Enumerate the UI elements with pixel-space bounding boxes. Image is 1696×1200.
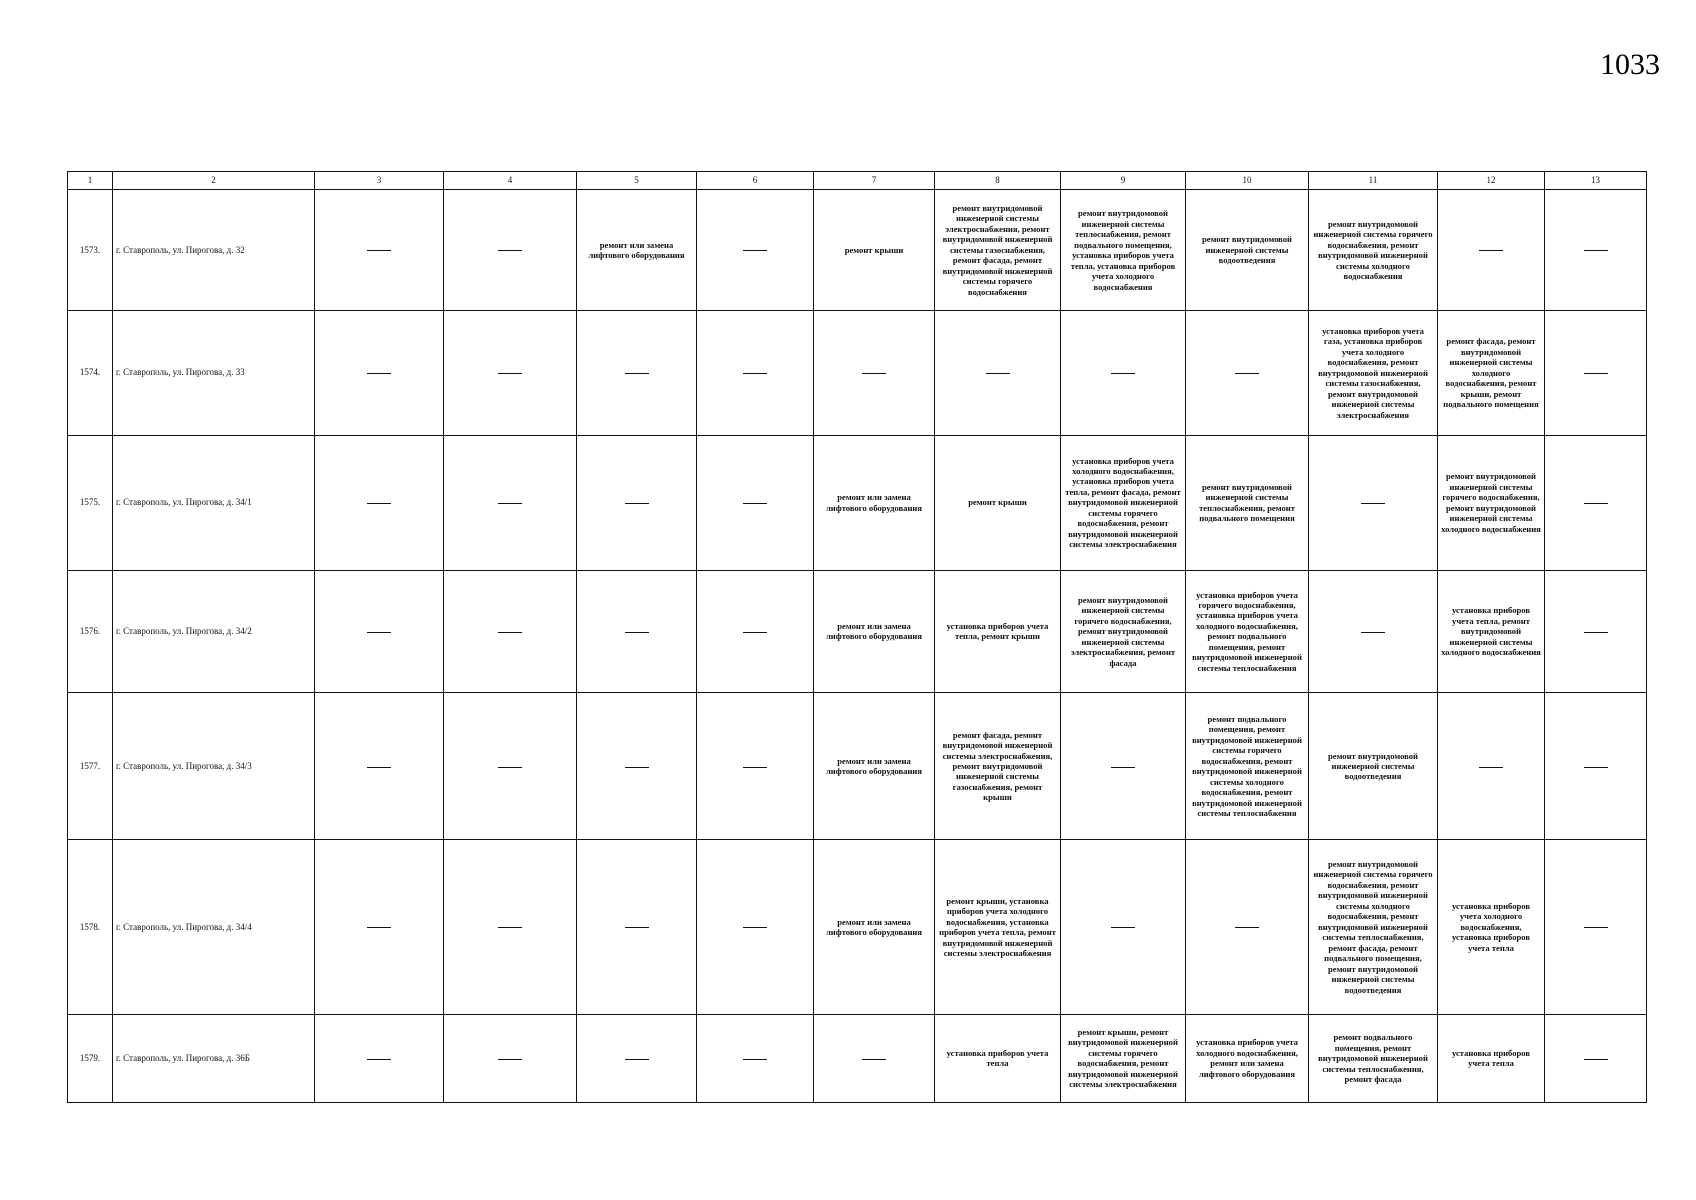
empty-cell-dash <box>1545 1014 1647 1102</box>
address-cell: г. Ставрополь, ул. Пирогова, д. 36Б <box>113 1014 315 1102</box>
row-number-cell: 1579. <box>68 1014 113 1102</box>
empty-cell-dash <box>577 840 697 1014</box>
empty-cell-dash <box>1438 190 1545 311</box>
empty-cell-dash <box>1061 311 1186 435</box>
column-number-cell: 10 <box>1186 172 1309 190</box>
work-description-cell: установка приборов учета тепла <box>935 1014 1061 1102</box>
dash-mark <box>367 927 391 928</box>
address-cell: г. Ставрополь, ул. Пирогова, д. 34/4 <box>113 840 315 1014</box>
empty-cell-dash <box>814 311 935 435</box>
dash-mark <box>743 767 767 768</box>
work-description-cell: ремонт внутридомовой инженерной системы горячего водоснабжения, ремонт внутридомовой инженерной системы электроснабжения, ремонт фасада <box>1061 570 1186 692</box>
column-number-cell: 12 <box>1438 172 1545 190</box>
row-number-cell: 1577. <box>68 693 113 840</box>
work-description-cell: ремонт или замена лифтового оборудования <box>814 435 935 570</box>
work-description-cell: ремонт крыши, ремонт внутридомовой инженерной системы горячего водоснабжения, ремонт внутридомовой инженерной системы электроснабжения <box>1061 1014 1186 1102</box>
column-number-cell: 3 <box>315 172 444 190</box>
dash-mark <box>498 767 522 768</box>
empty-cell-dash <box>315 435 444 570</box>
address-cell: г. Ставрополь, ул. Пирогова, д. 34/3 <box>113 693 315 840</box>
empty-cell-dash <box>444 435 577 570</box>
dash-mark <box>1584 767 1608 768</box>
dash-mark <box>862 1059 886 1060</box>
empty-cell-dash <box>1061 840 1186 1014</box>
work-description-cell: ремонт крыши <box>814 190 935 311</box>
dash-mark <box>986 373 1010 374</box>
dash-mark <box>625 1059 649 1060</box>
work-description-cell: ремонт или замена лифтового оборудования <box>577 190 697 311</box>
work-description-cell: ремонт или замена лифтового оборудования <box>814 570 935 692</box>
dash-mark <box>743 632 767 633</box>
work-description-cell: установка приборов учета тепла, ремонт крыши <box>935 570 1061 692</box>
empty-cell-dash <box>1438 693 1545 840</box>
dash-mark <box>1584 373 1608 374</box>
dash-mark <box>625 632 649 633</box>
dash-mark <box>1111 927 1135 928</box>
dash-mark <box>1361 632 1385 633</box>
row-number-cell: 1573. <box>68 190 113 311</box>
work-description-cell: установка приборов учета горячего водоснабжения, установка приборов учета холодного водоснабжения, ремонт подвального помещения, ремонт внутридомовой инженерной системы теплоснабжения <box>1186 570 1309 692</box>
work-description-cell: ремонт внутридомовой инженерной системы горячего водоснабжения, ремонт внутридомовой инженерной системы холодного водоснабжения <box>1309 190 1438 311</box>
empty-cell-dash <box>1545 570 1647 692</box>
empty-cell-dash <box>444 1014 577 1102</box>
empty-cell-dash <box>697 311 814 435</box>
empty-cell-dash <box>1545 435 1647 570</box>
empty-cell-dash <box>1545 693 1647 840</box>
dash-mark <box>1479 767 1503 768</box>
table-row <box>68 435 1647 570</box>
table-row <box>68 840 1647 1014</box>
work-description-cell: ремонт внутридомовой инженерной системы горячего водоснабжения, ремонт внутридомовой инженерной системы холодного водоснабжения <box>1438 435 1545 570</box>
empty-cell-dash <box>444 693 577 840</box>
dash-mark <box>367 503 391 504</box>
work-description-cell: ремонт фасада, ремонт внутридомовой инженерной системы холодного водоснабжения, ремонт крыши, ремонт подвального помещения <box>1438 311 1545 435</box>
empty-cell-dash <box>697 693 814 840</box>
dash-mark <box>498 927 522 928</box>
column-number-row <box>68 172 1647 190</box>
row-number-cell: 1578. <box>68 840 113 1014</box>
dash-mark <box>367 632 391 633</box>
empty-cell-dash <box>315 570 444 692</box>
column-number-cell: 4 <box>444 172 577 190</box>
work-description-cell: ремонт подвального помещения, ремонт внутридомовой инженерной системы теплоснабжения, ремонт фасада <box>1309 1014 1438 1102</box>
empty-cell-dash <box>444 570 577 692</box>
dash-mark <box>743 927 767 928</box>
empty-cell-dash <box>1061 693 1186 840</box>
empty-cell-dash <box>577 311 697 435</box>
table-row <box>68 693 1647 840</box>
empty-cell-dash <box>1186 311 1309 435</box>
dash-mark <box>1584 503 1608 504</box>
dash-mark <box>498 1059 522 1060</box>
dash-mark <box>498 632 522 633</box>
dash-mark <box>1584 250 1608 251</box>
work-description-cell: ремонт или замена лифтового оборудования <box>814 840 935 1014</box>
address-cell: г. Ставрополь, ул. Пирогова, д. 33 <box>113 311 315 435</box>
work-description-cell: установка приборов учета холодного водоснабжения, установка приборов учета тепла <box>1438 840 1545 1014</box>
dash-mark <box>1111 767 1135 768</box>
dash-mark <box>743 503 767 504</box>
row-number-cell: 1576. <box>68 570 113 692</box>
work-description-cell: установка приборов учета холодного водоснабжения, ремонт или замена лифтового оборудования <box>1186 1014 1309 1102</box>
empty-cell-dash <box>1545 190 1647 311</box>
table-row <box>68 1014 1647 1102</box>
work-description-cell: ремонт внутридомовой инженерной системы электроснабжения, ремонт внутридомовой инженерной системы газоснабжения, ремонт фасада, ремонт внутридомовой инженерной системы горячего водоснабжения <box>935 190 1061 311</box>
work-description-cell: ремонт внутридомовой инженерной системы водоотведения <box>1309 693 1438 840</box>
empty-cell-dash <box>577 1014 697 1102</box>
work-description-cell: установка приборов учета тепла, ремонт внутридомовой инженерной системы холодного водоснабжения <box>1438 570 1545 692</box>
work-description-cell: ремонт фасада, ремонт внутридомовой инженерной системы электроснабжения, ремонт внутридомовой инженерной системы газоснабжения, ремонт крыши <box>935 693 1061 840</box>
empty-cell-dash <box>315 693 444 840</box>
dash-mark <box>743 373 767 374</box>
table-row <box>68 570 1647 692</box>
empty-cell-dash <box>1309 435 1438 570</box>
empty-cell-dash <box>315 311 444 435</box>
table-row <box>68 311 1647 435</box>
column-number-cell: 9 <box>1061 172 1186 190</box>
column-number-cell: 6 <box>697 172 814 190</box>
row-number-cell: 1575. <box>68 435 113 570</box>
empty-cell-dash <box>814 1014 935 1102</box>
empty-cell-dash <box>697 1014 814 1102</box>
column-number-cell: 11 <box>1309 172 1438 190</box>
work-description-cell: ремонт или замена лифтового оборудования <box>814 693 935 840</box>
dash-mark <box>743 1059 767 1060</box>
dash-mark <box>367 767 391 768</box>
dash-mark <box>498 250 522 251</box>
dash-mark <box>498 373 522 374</box>
empty-cell-dash <box>444 311 577 435</box>
empty-cell-dash <box>577 435 697 570</box>
address-cell: г. Ставрополь, ул. Пирогова, д. 32 <box>113 190 315 311</box>
dash-mark <box>625 767 649 768</box>
empty-cell-dash <box>1545 311 1647 435</box>
empty-cell-dash <box>1309 570 1438 692</box>
address-cell: г. Ставрополь, ул. Пирогова, д. 34/2 <box>113 570 315 692</box>
work-description-cell: ремонт внутридомовой инженерной системы водоотведения <box>1186 190 1309 311</box>
dash-mark <box>625 503 649 504</box>
work-description-cell: ремонт внутридомовой инженерной системы горячего водоснабжения, ремонт внутридомовой инженерной системы холодного водоснабжения, ремонт внутридомовой инженерной системы теплоснабжения, ремонт фасада, ремонт подвального помещения, ремонт внутридомовой инженерной системы водоотведения <box>1309 840 1438 1014</box>
column-number-cell: 2 <box>113 172 315 190</box>
dash-mark <box>625 927 649 928</box>
empty-cell-dash <box>697 570 814 692</box>
dash-mark <box>367 1059 391 1060</box>
dash-mark <box>1584 632 1608 633</box>
address-cell: г. Ставрополь, ул. Пирогова, д. 34/1 <box>113 435 315 570</box>
empty-cell-dash <box>315 1014 444 1102</box>
dash-mark <box>1479 250 1503 251</box>
row-number-cell: 1574. <box>68 311 113 435</box>
dash-mark <box>743 250 767 251</box>
empty-cell-dash <box>1186 840 1309 1014</box>
work-description-cell: установка приборов учета тепла <box>1438 1014 1545 1102</box>
empty-cell-dash <box>444 190 577 311</box>
column-number-cell: 8 <box>935 172 1061 190</box>
empty-cell-dash <box>697 435 814 570</box>
page-number: 1033 <box>1600 48 1660 81</box>
dash-mark <box>1584 927 1608 928</box>
dash-mark <box>498 503 522 504</box>
empty-cell-dash <box>577 693 697 840</box>
column-number-cell: 13 <box>1545 172 1647 190</box>
work-description-cell: ремонт внутридомовой инженерной системы теплоснабжения, ремонт подвального помещения <box>1186 435 1309 570</box>
dash-mark <box>367 250 391 251</box>
empty-cell-dash <box>1545 840 1647 1014</box>
empty-cell-dash <box>315 840 444 1014</box>
work-description-cell: ремонт крыши <box>935 435 1061 570</box>
dash-mark <box>1111 373 1135 374</box>
dash-mark <box>1235 927 1259 928</box>
column-number-cell: 7 <box>814 172 935 190</box>
empty-cell-dash <box>697 190 814 311</box>
empty-cell-dash <box>444 840 577 1014</box>
work-description-cell: ремонт подвального помещения, ремонт внутридомовой инженерной системы горячего водоснабжения, ремонт внутридомовой инженерной системы холодного водоснабжения, ремонт внутридомовой инженерной системы теплоснабжения <box>1186 693 1309 840</box>
work-description-cell: установка приборов учета газа, установка приборов учета холодного водоснабжения, ремонт внутридомовой инженерной системы газоснабжения, ремонт внутридомовой инженерной системы электроснабжения <box>1309 311 1438 435</box>
column-number-cell: 5 <box>577 172 697 190</box>
dash-mark <box>367 373 391 374</box>
column-number-cell: 1 <box>68 172 113 190</box>
repair-plan-table <box>67 171 1647 1103</box>
work-description-cell: установка приборов учета холодного водоснабжения, установка приборов учета тепла, ремонт фасада, ремонт внутридомовой инженерной системы горячего водоснабжения, ремонт внутридомовой инженерной системы электроснабжения <box>1061 435 1186 570</box>
dash-mark <box>625 373 649 374</box>
empty-cell-dash <box>935 311 1061 435</box>
dash-mark <box>1361 503 1385 504</box>
empty-cell-dash <box>697 840 814 1014</box>
work-description-cell: ремонт крыши, установка приборов учета холодного водоснабжения, установка приборов учета тепла, ремонт внутридомовой инженерной системы электроснабжения <box>935 840 1061 1014</box>
dash-mark <box>1584 1059 1608 1060</box>
dash-mark <box>1235 373 1259 374</box>
work-description-cell: ремонт внутридомовой инженерной системы теплоснабжения, ремонт подвального помещения, установка приборов учета тепла, установка приборов учета холодного водоснабжения <box>1061 190 1186 311</box>
empty-cell-dash <box>577 570 697 692</box>
dash-mark <box>862 373 886 374</box>
empty-cell-dash <box>315 190 444 311</box>
table-row <box>68 190 1647 311</box>
